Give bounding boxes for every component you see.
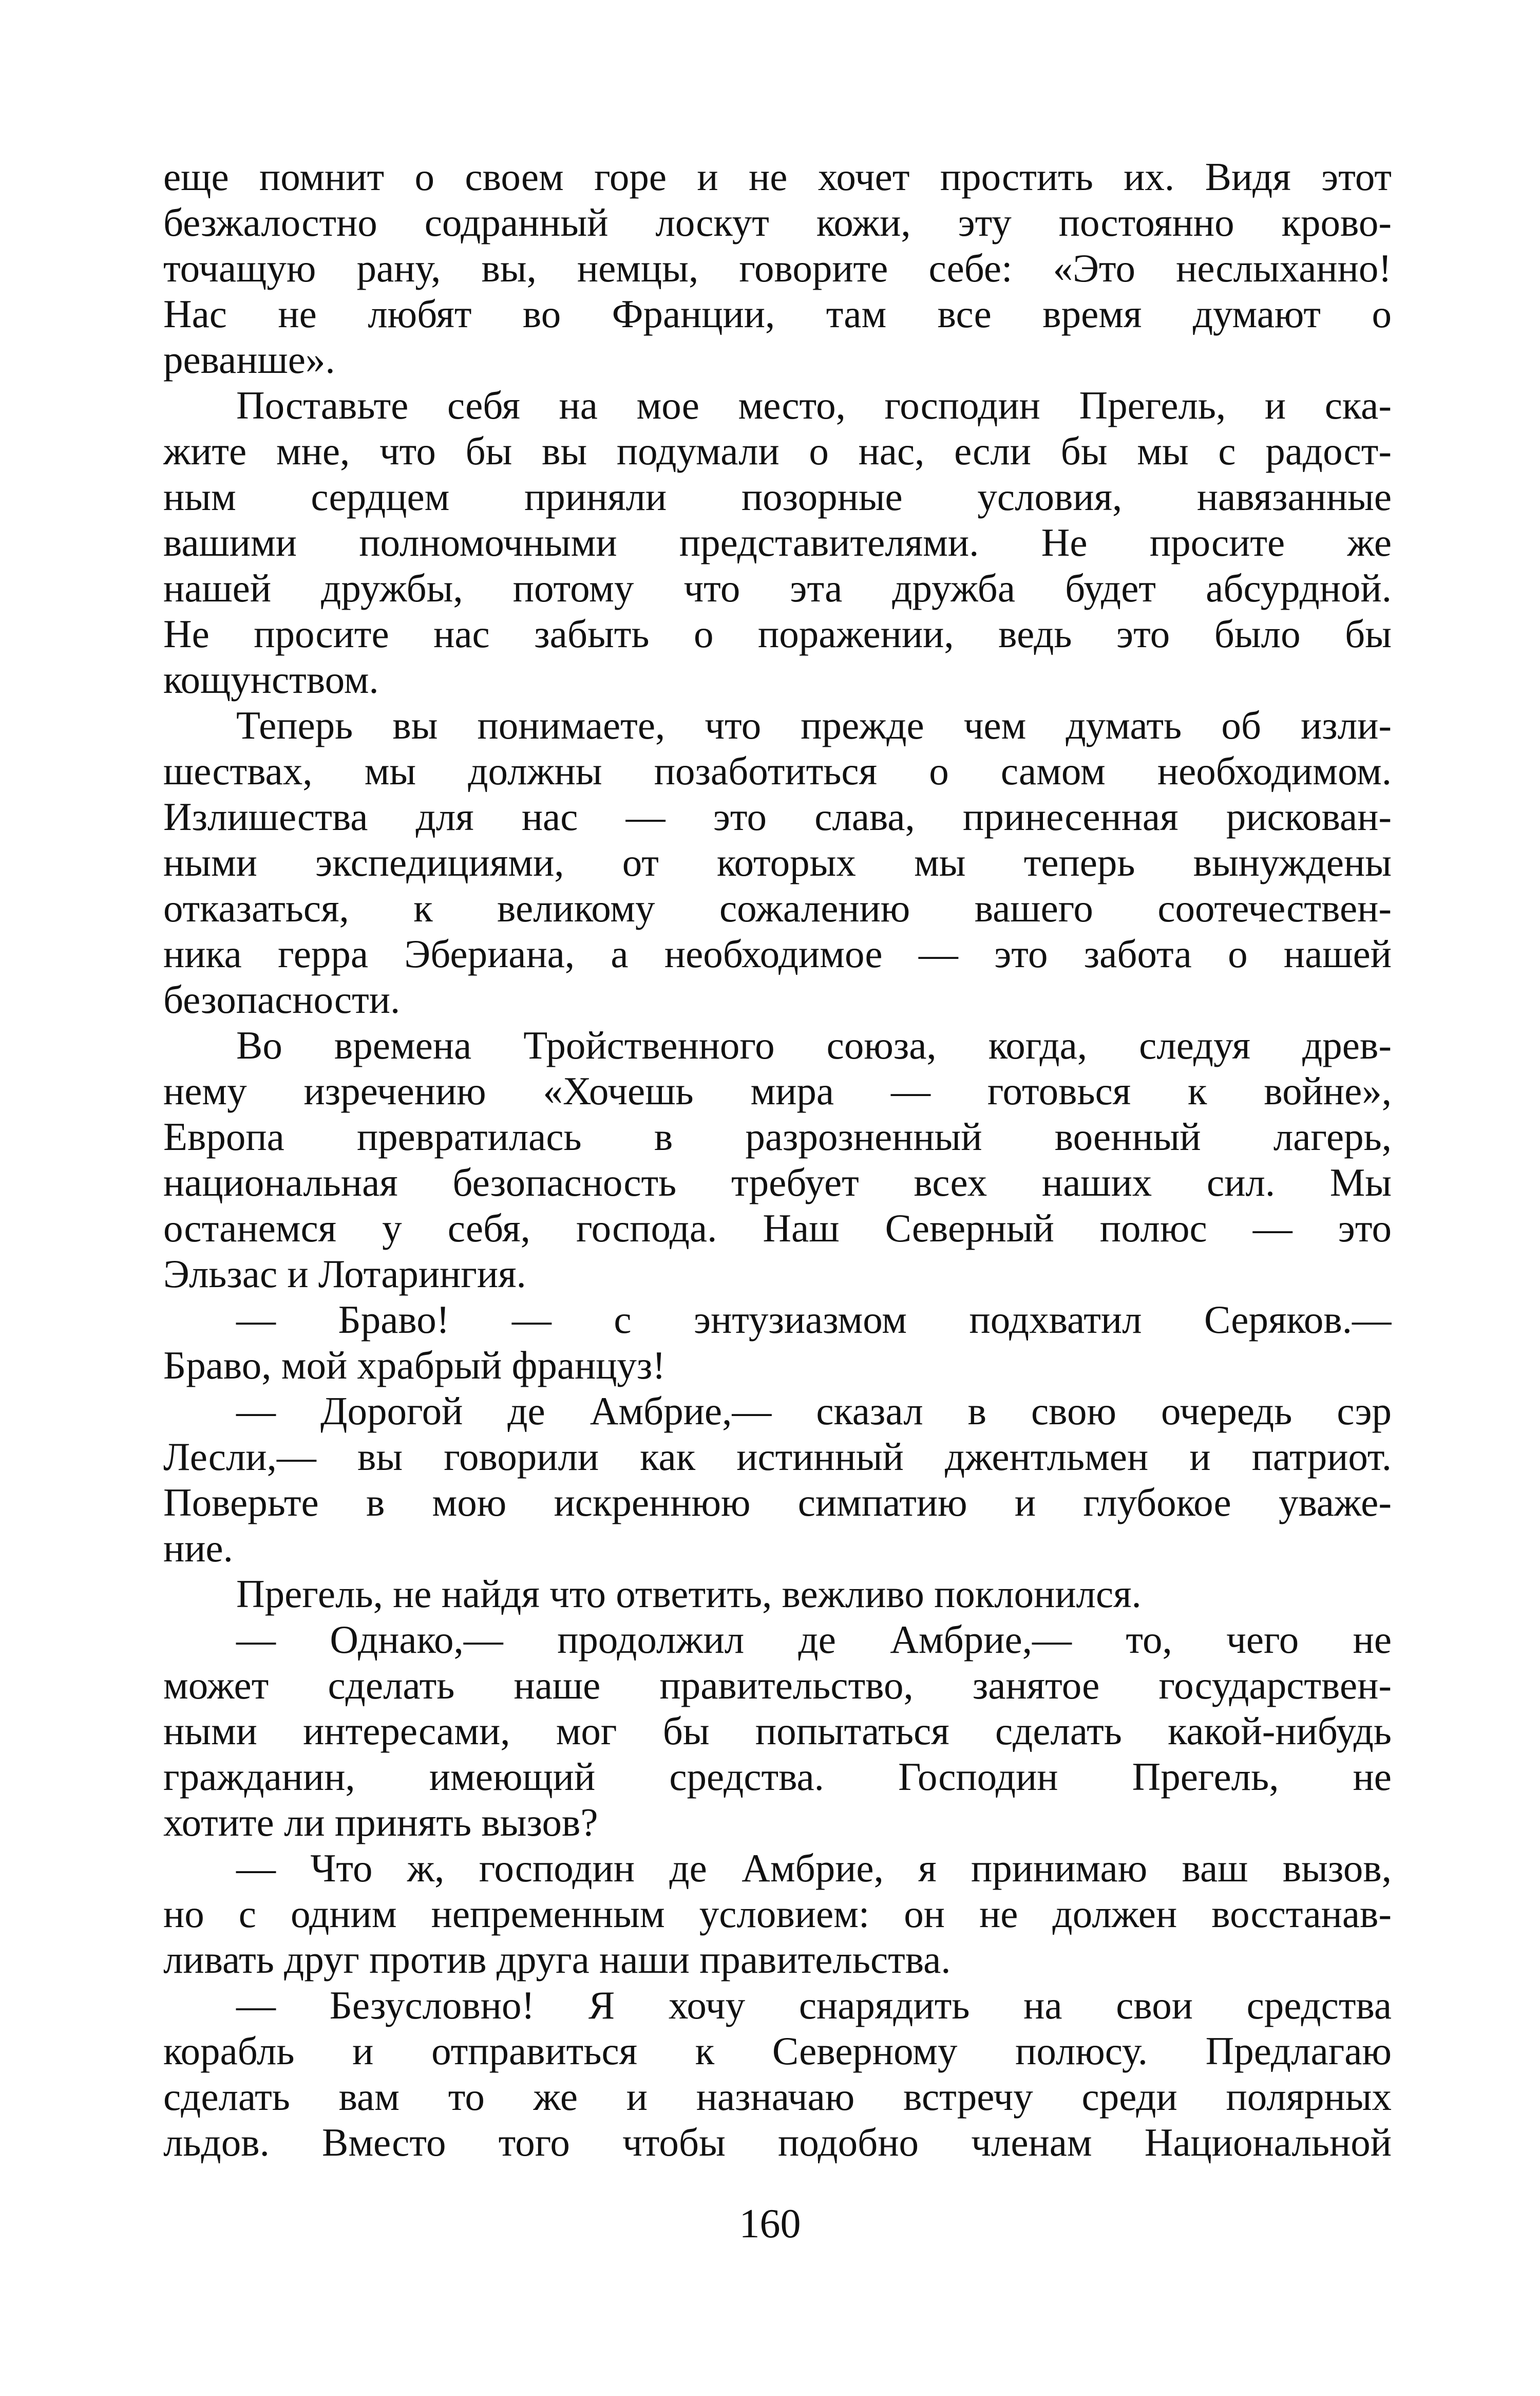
text-line: корабль и отправиться к Северному полюсу. Предлагаю (163, 2029, 1392, 2073)
paragraph (163, 1388, 1392, 1571)
text-line: Лесли,— вы говорили как истинный джентльмен и патриот. (163, 1435, 1392, 1479)
text-line: Эльзас и Лотарингия. (163, 1252, 526, 1296)
text-line: Нас не любят во Франции, там все время думают о (163, 292, 1392, 336)
text-line: Европа превратилась в разрозненный военный лагерь, (163, 1115, 1392, 1159)
text-line: Поставьте себя на мое место, господин Прегель, и ска- (236, 383, 1392, 427)
text-line: жите мне, что бы вы подумали о нас, если бы мы с радост- (163, 429, 1392, 473)
text-line: национальная безопасность требует всех наших сил. Мы (163, 1160, 1392, 1204)
paragraph (163, 383, 1392, 703)
text-line: ние. (163, 1526, 233, 1570)
paragraph (163, 1571, 1392, 1617)
text-line: Поверьте в мою искреннюю симпатию и глубокое уваже- (163, 1480, 1392, 1524)
text-line: — Однако,— продолжил де Амбрие,— то, чего не (236, 1617, 1392, 1662)
text-line: безжалостно содранный лоскут кожи, эту постоянно крово- (163, 200, 1392, 244)
text-line: — Безусловно! Я хочу снарядить на свои средства (236, 1983, 1392, 2027)
text-line: нему изречению «Хочешь мира — готовься к войне», (163, 1069, 1392, 1113)
text-line: ным сердцем приняли позорные условия, навязанные (163, 475, 1392, 519)
text-line: Во времена Тройственного союза, когда, следуя древ- (236, 1023, 1392, 1067)
text-line: сделать вам то же и назначаю встречу среди полярных (163, 2074, 1392, 2119)
text-line: Излишества для нас — это слава, принесенная рискован- (163, 795, 1392, 839)
text-line: еще помнит о своем горе и не хочет простить их. Видя этот (163, 155, 1392, 199)
paragraph (163, 1297, 1392, 1388)
text-line: реванше». (163, 337, 335, 382)
text-line: Не просите нас забыть о поражении, ведь это было бы (163, 612, 1392, 656)
paragraph (163, 1023, 1392, 1297)
text-line: ливать друг против друга наши правительства. (163, 1937, 951, 1982)
text-line: нашей дружбы, потому что эта дружба будет абсурдной. (163, 566, 1392, 610)
paragraph (163, 1617, 1392, 1845)
text-line: — Что ж, господин де Амбрие, я принимаю ваш вызов, (236, 1846, 1392, 1890)
text-line: Прегель, не найдя что ответить, вежливо поклонился. (236, 1572, 1142, 1616)
text-line: — Дорогой де Амбрие,— сказал в свою очередь сэр (236, 1389, 1392, 1433)
text-line: отказаться, к великому сожалению вашего соотечествен- (163, 886, 1392, 930)
text-line: Теперь вы понимаете, что прежде чем думать об изли- (236, 703, 1392, 747)
text-line: хотите ли принять вызов? (163, 1800, 598, 1844)
text-line: вашими полномочными представителями. Не просите же (163, 520, 1392, 564)
body-text (163, 154, 1392, 2165)
text-line: может сделать наше правительство, занятое государствен- (163, 1663, 1392, 1707)
page-number: 160 (739, 2201, 801, 2247)
text-line: льдов. Вместо того чтобы подобно членам Национальной (163, 2120, 1392, 2164)
text-line: безопасности. (163, 977, 401, 1022)
text-line: ными интересами, мог бы попытаться сделать какой-нибудь (163, 1709, 1392, 1753)
paragraph (163, 1983, 1392, 2165)
paragraph (163, 703, 1392, 1023)
text-line: шествах, мы должны позаботиться о самом необходимом. (163, 749, 1392, 793)
text-line: останемся у себя, господа. Наш Северный полюс — это (163, 1206, 1392, 1250)
paragraph (163, 1845, 1392, 1983)
text-line: точащую рану, вы, немцы, говорите себе: «Это неслыханно! (163, 246, 1392, 290)
text-line: но с одним непременным условием: он не должен восстанав- (163, 1892, 1392, 1936)
text-line: кощунством. (163, 657, 379, 702)
text-line: ника герра Эбериана, а необходимое — это забота о нашей (163, 932, 1392, 976)
paragraph (163, 154, 1392, 383)
text-line: — Браво! — с энтузиазмом подхватил Серяков.— (236, 1297, 1392, 1342)
text-line: ными экспедициями, от которых мы теперь вынуждены (163, 840, 1392, 884)
text-line: Браво, мой храбрый француз! (163, 1343, 666, 1387)
text-line: гражданин, имеющий средства. Господин Прегель, не (163, 1754, 1392, 1799)
